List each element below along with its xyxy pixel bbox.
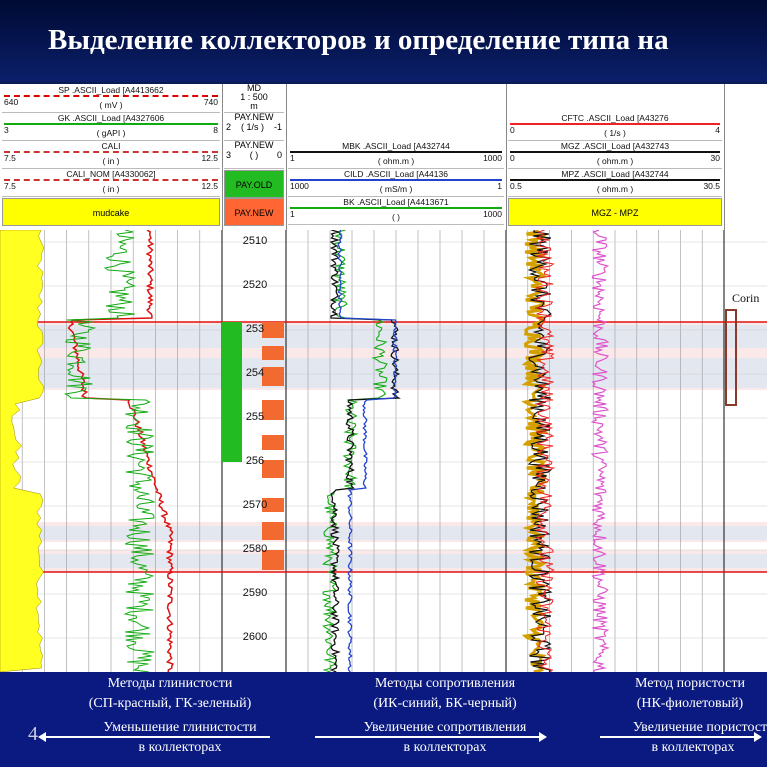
porosity-method-sub: (НК-фиолетовый) xyxy=(636,696,744,711)
depth-pay-header xyxy=(222,84,287,230)
arrow-right-porosity xyxy=(600,736,760,738)
porosity-note: Увеличение пористост xyxy=(632,720,767,735)
resistivity-methods-title: Методы сопротивления xyxy=(374,676,516,691)
arrow-left xyxy=(40,736,270,738)
pay-old-column xyxy=(222,322,242,462)
depth-label: 2520 xyxy=(242,279,268,291)
cftc-curve-header: CFTC .ASCII_Load [A43276 0 ( 1/s ) 4 xyxy=(508,112,722,141)
mudcake-fill-label: mudcake xyxy=(2,198,220,226)
pay-old-label: PAY.OLD xyxy=(224,170,284,198)
pay-row-1: PAY.NEW 2 ( 1/s ) -1 xyxy=(224,112,284,141)
pay-new-block xyxy=(262,367,284,386)
reservoir-subband xyxy=(0,526,767,540)
clay-methods-title: Методы глинистости xyxy=(107,676,233,691)
resistivity-note: Увеличение сопротивления xyxy=(363,720,527,735)
porosity-method-title: Метод пористости xyxy=(635,676,745,691)
mpz-curve-header: MPZ .ASCII_Load [A432744 0.5 ( ohm.m ) 30.5 xyxy=(508,168,722,197)
pay-new-block xyxy=(262,400,284,420)
pay-row-2: PAY.NEW 3 ( ) 0 xyxy=(224,140,284,169)
depth-label: 2570 xyxy=(242,499,268,511)
depth-label: 255 xyxy=(245,411,265,423)
depth-label: 2580 xyxy=(242,543,268,555)
depth-scale: MD 1 : 500 m xyxy=(224,84,284,113)
nk-curve xyxy=(592,230,608,672)
log-plot xyxy=(0,230,767,672)
cild-curve xyxy=(338,230,397,672)
gk-curve xyxy=(65,230,154,672)
cali-curve-header: CALI 7.5 ( in ) 12.5 xyxy=(2,140,220,169)
clay-note: Уменьшение глинистости xyxy=(103,720,257,735)
reservoir-subband xyxy=(0,325,767,348)
reservoir-subband xyxy=(0,554,767,568)
depth-label: 253 xyxy=(245,323,265,335)
bk-curve xyxy=(323,230,387,672)
side-label: Corin xyxy=(732,291,760,305)
pay-new-block xyxy=(262,522,284,540)
depth-label: 254 xyxy=(245,367,265,379)
track3-header xyxy=(286,84,507,230)
pay-new-block xyxy=(262,435,284,450)
gk-curve-header: GK .ASCII_Load [A4327606 3 ( gAPI ) 8 xyxy=(2,112,220,141)
pay-new-block xyxy=(262,322,284,338)
mbk-curve-header: MBK .ASCII_Load [A432744 1 ( ohm.m ) 1000 xyxy=(288,140,504,169)
title-bar xyxy=(0,0,767,82)
mgz-curve-header: MGZ .ASCII_Load [A432743 0 ( ohm.m ) 30 xyxy=(508,140,722,169)
depth-label: 2590 xyxy=(242,587,268,599)
footer-legend xyxy=(0,672,767,767)
sp-curve xyxy=(69,230,173,672)
cild-curve-header: CILD .ASCII_Load [A44136 1000 ( mS/m ) 1 xyxy=(288,168,504,197)
cali-nom-curve-header: CALI_NOM [A4330062] 7.5 ( in ) 12.5 xyxy=(2,168,220,197)
pay-new-block xyxy=(262,460,284,478)
log-plot-svg xyxy=(0,230,767,672)
log-header xyxy=(0,84,767,230)
porosity-note-2: в коллекторах xyxy=(651,740,735,755)
sp-curve-header: SP .ASCII_Load [A4413662 640 ( mV ) 740 xyxy=(2,84,220,113)
arrow-right-resistivity xyxy=(315,736,545,738)
track4-header xyxy=(506,84,725,230)
depth-label: 2600 xyxy=(242,631,268,643)
depth-label: 256 xyxy=(245,455,265,467)
slide-title: Выделение коллекторов и определение типа на xyxy=(48,24,669,56)
pay-new-label: PAY.NEW xyxy=(224,198,284,226)
resistivity-methods-sub: (ИК-синий, БК-черный) xyxy=(373,696,517,711)
mgz-mpz-fill-label: MGZ - MPZ xyxy=(508,198,722,226)
resistivity-note-2: в коллекторах xyxy=(403,740,487,755)
track1-header xyxy=(0,84,223,230)
page-number: 4 xyxy=(28,723,38,745)
clay-methods-sub: (СП-красный, ГК-зеленый) xyxy=(88,696,252,711)
pay-new-block xyxy=(262,346,284,360)
depth-label: 2510 xyxy=(242,235,268,247)
bk-curve-header: BK .ASCII_Load [A4413671 1 ( ) 1000 xyxy=(288,196,504,225)
clay-note-2: в коллекторах xyxy=(138,740,222,755)
